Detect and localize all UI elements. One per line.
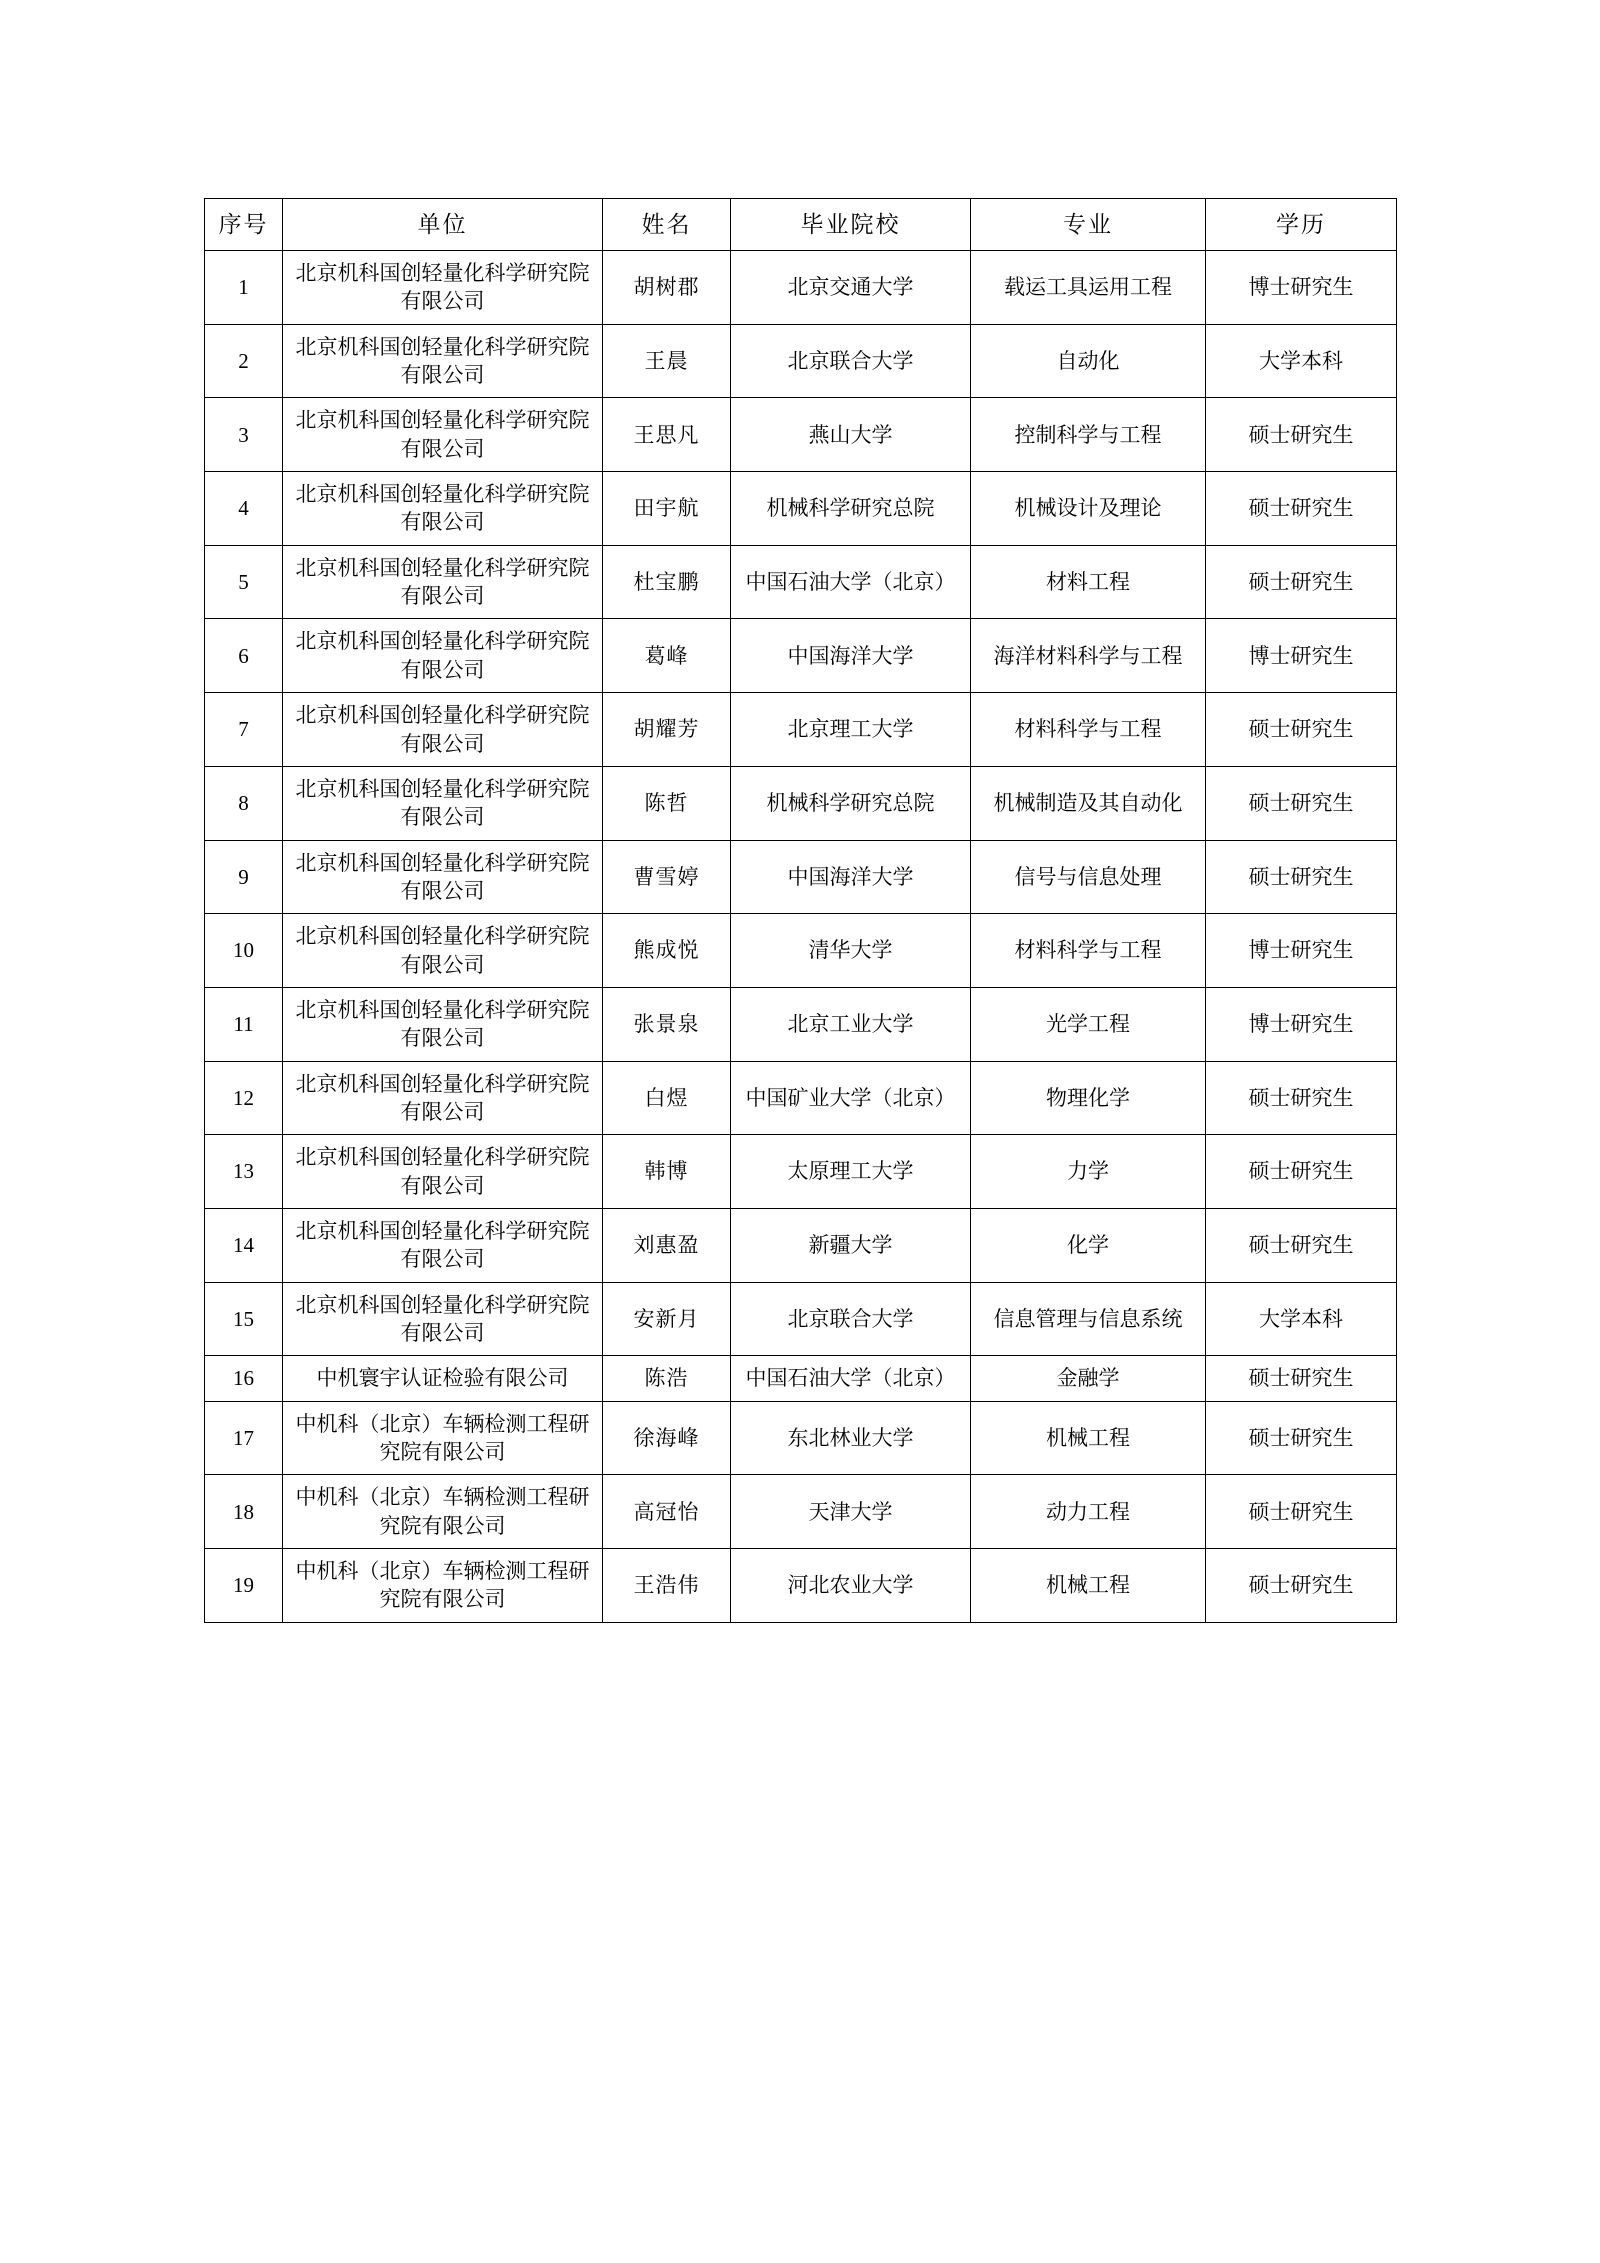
- cell-school: 东北林业大学: [731, 1401, 971, 1475]
- cell-unit: 北京机科国创轻量化科学研究院有限公司: [283, 987, 603, 1061]
- cell-name: 韩博: [603, 1135, 731, 1209]
- cell-major: 光学工程: [971, 987, 1206, 1061]
- table-row: [205, 840, 1397, 914]
- cell-unit: 北京机科国创轻量化科学研究院有限公司: [283, 1208, 603, 1282]
- table-row: [205, 1549, 1397, 1623]
- cell-degree: 硕士研究生: [1206, 472, 1397, 546]
- cell-name: 葛峰: [603, 619, 731, 693]
- cell-major: 控制科学与工程: [971, 398, 1206, 472]
- cell-major: 材料科学与工程: [971, 914, 1206, 988]
- cell-degree: 博士研究生: [1206, 987, 1397, 1061]
- cell-name: 高冠怡: [603, 1475, 731, 1549]
- cell-school: 太原理工大学: [731, 1135, 971, 1209]
- table-row: [205, 914, 1397, 988]
- cell-major: 信息管理与信息系统: [971, 1282, 1206, 1356]
- cell-unit: 中机寰宇认证检验有限公司: [283, 1356, 603, 1401]
- table-row: [205, 1475, 1397, 1549]
- cell-school: 中国海洋大学: [731, 619, 971, 693]
- cell-unit: 北京机科国创轻量化科学研究院有限公司: [283, 324, 603, 398]
- table-row: [205, 693, 1397, 767]
- cell-name: 曹雪婷: [603, 840, 731, 914]
- cell-seq: 14: [205, 1208, 283, 1282]
- cell-school: 北京联合大学: [731, 324, 971, 398]
- cell-school: 中国石油大学（北京）: [731, 545, 971, 619]
- cell-name: 田宇航: [603, 472, 731, 546]
- cell-unit: 北京机科国创轻量化科学研究院有限公司: [283, 251, 603, 325]
- cell-seq: 6: [205, 619, 283, 693]
- cell-name: 杜宝鹏: [603, 545, 731, 619]
- cell-school: 机械科学研究总院: [731, 472, 971, 546]
- cell-major: 金融学: [971, 1356, 1206, 1401]
- cell-seq: 10: [205, 914, 283, 988]
- column-header-unit: 单位: [283, 199, 603, 251]
- table-row: [205, 1401, 1397, 1475]
- cell-seq: 2: [205, 324, 283, 398]
- cell-degree: 硕士研究生: [1206, 1208, 1397, 1282]
- cell-degree: 硕士研究生: [1206, 545, 1397, 619]
- cell-name: 陈哲: [603, 766, 731, 840]
- cell-unit: 北京机科国创轻量化科学研究院有限公司: [283, 1061, 603, 1135]
- cell-unit: 中机科（北京）车辆检测工程研究院有限公司: [283, 1549, 603, 1623]
- cell-major: 材料工程: [971, 545, 1206, 619]
- cell-school: 中国石油大学（北京）: [731, 1356, 971, 1401]
- cell-seq: 15: [205, 1282, 283, 1356]
- table-row: [205, 1356, 1397, 1401]
- cell-seq: 13: [205, 1135, 283, 1209]
- cell-name: 张景泉: [603, 987, 731, 1061]
- cell-school: 中国海洋大学: [731, 840, 971, 914]
- cell-seq: 18: [205, 1475, 283, 1549]
- column-header-seq: 序号: [205, 199, 283, 251]
- cell-major: 动力工程: [971, 1475, 1206, 1549]
- table-body: [205, 251, 1397, 1623]
- cell-school: 机械科学研究总院: [731, 766, 971, 840]
- cell-degree: 硕士研究生: [1206, 398, 1397, 472]
- cell-degree: 硕士研究生: [1206, 1401, 1397, 1475]
- cell-name: 王晨: [603, 324, 731, 398]
- roster-table: [204, 198, 1397, 1623]
- cell-unit: 北京机科国创轻量化科学研究院有限公司: [283, 472, 603, 546]
- cell-major: 自动化: [971, 324, 1206, 398]
- column-header-major: 专业: [971, 199, 1206, 251]
- cell-unit: 北京机科国创轻量化科学研究院有限公司: [283, 914, 603, 988]
- cell-name: 安新月: [603, 1282, 731, 1356]
- cell-degree: 硕士研究生: [1206, 1356, 1397, 1401]
- cell-unit: 北京机科国创轻量化科学研究院有限公司: [283, 545, 603, 619]
- header-row: [205, 199, 1397, 251]
- column-header-degree: 学历: [1206, 199, 1397, 251]
- table-header: [205, 199, 1397, 251]
- cell-degree: 大学本科: [1206, 324, 1397, 398]
- cell-degree: 博士研究生: [1206, 619, 1397, 693]
- cell-seq: 11: [205, 987, 283, 1061]
- cell-degree: 硕士研究生: [1206, 766, 1397, 840]
- cell-school: 北京联合大学: [731, 1282, 971, 1356]
- cell-degree: 硕士研究生: [1206, 1549, 1397, 1623]
- cell-seq: 17: [205, 1401, 283, 1475]
- cell-unit: 中机科（北京）车辆检测工程研究院有限公司: [283, 1475, 603, 1549]
- cell-major: 化学: [971, 1208, 1206, 1282]
- cell-name: 王思凡: [603, 398, 731, 472]
- table-row: [205, 1061, 1397, 1135]
- table-row: [205, 1282, 1397, 1356]
- cell-major: 载运工具运用工程: [971, 251, 1206, 325]
- cell-name: 胡树郡: [603, 251, 731, 325]
- table-row: [205, 398, 1397, 472]
- cell-major: 物理化学: [971, 1061, 1206, 1135]
- cell-unit: 北京机科国创轻量化科学研究院有限公司: [283, 1135, 603, 1209]
- cell-school: 清华大学: [731, 914, 971, 988]
- table-row: [205, 987, 1397, 1061]
- cell-seq: 5: [205, 545, 283, 619]
- cell-school: 燕山大学: [731, 398, 971, 472]
- table-row: [205, 324, 1397, 398]
- cell-unit: 北京机科国创轻量化科学研究院有限公司: [283, 840, 603, 914]
- table-row: [205, 619, 1397, 693]
- cell-seq: 19: [205, 1549, 283, 1623]
- cell-seq: 7: [205, 693, 283, 767]
- table-row: [205, 472, 1397, 546]
- cell-major: 机械工程: [971, 1401, 1206, 1475]
- cell-major: 海洋材料科学与工程: [971, 619, 1206, 693]
- cell-school: 北京工业大学: [731, 987, 971, 1061]
- cell-major: 材料科学与工程: [971, 693, 1206, 767]
- cell-degree: 博士研究生: [1206, 914, 1397, 988]
- cell-name: 陈浩: [603, 1356, 731, 1401]
- cell-name: 刘惠盈: [603, 1208, 731, 1282]
- cell-unit: 北京机科国创轻量化科学研究院有限公司: [283, 766, 603, 840]
- cell-seq: 9: [205, 840, 283, 914]
- cell-school: 天津大学: [731, 1475, 971, 1549]
- cell-degree: 大学本科: [1206, 1282, 1397, 1356]
- cell-major: 机械工程: [971, 1549, 1206, 1623]
- cell-school: 新疆大学: [731, 1208, 971, 1282]
- cell-seq: 3: [205, 398, 283, 472]
- cell-major: 机械设计及理论: [971, 472, 1206, 546]
- cell-name: 胡耀芳: [603, 693, 731, 767]
- cell-seq: 8: [205, 766, 283, 840]
- cell-unit: 北京机科国创轻量化科学研究院有限公司: [283, 398, 603, 472]
- cell-degree: 硕士研究生: [1206, 1475, 1397, 1549]
- cell-seq: 12: [205, 1061, 283, 1135]
- cell-seq: 1: [205, 251, 283, 325]
- roster-table-container: [204, 198, 1396, 1623]
- cell-school: 河北农业大学: [731, 1549, 971, 1623]
- cell-seq: 4: [205, 472, 283, 546]
- cell-major: 力学: [971, 1135, 1206, 1209]
- cell-degree: 硕士研究生: [1206, 1135, 1397, 1209]
- cell-unit: 北京机科国创轻量化科学研究院有限公司: [283, 619, 603, 693]
- cell-unit: 中机科（北京）车辆检测工程研究院有限公司: [283, 1401, 603, 1475]
- table-row: [205, 251, 1397, 325]
- column-header-name: 姓名: [603, 199, 731, 251]
- cell-unit: 北京机科国创轻量化科学研究院有限公司: [283, 1282, 603, 1356]
- cell-major: 信号与信息处理: [971, 840, 1206, 914]
- cell-major: 机械制造及其自动化: [971, 766, 1206, 840]
- cell-name: 白煜: [603, 1061, 731, 1135]
- table-row: [205, 766, 1397, 840]
- cell-school: 北京理工大学: [731, 693, 971, 767]
- table-row: [205, 545, 1397, 619]
- cell-name: 王浩伟: [603, 1549, 731, 1623]
- table-row: [205, 1135, 1397, 1209]
- cell-degree: 硕士研究生: [1206, 840, 1397, 914]
- cell-school: 中国矿业大学（北京）: [731, 1061, 971, 1135]
- cell-seq: 16: [205, 1356, 283, 1401]
- column-header-school: 毕业院校: [731, 199, 971, 251]
- cell-name: 徐海峰: [603, 1401, 731, 1475]
- cell-name: 熊成悦: [603, 914, 731, 988]
- cell-unit: 北京机科国创轻量化科学研究院有限公司: [283, 693, 603, 767]
- table-row: [205, 1208, 1397, 1282]
- cell-degree: 博士研究生: [1206, 251, 1397, 325]
- cell-degree: 硕士研究生: [1206, 1061, 1397, 1135]
- cell-school: 北京交通大学: [731, 251, 971, 325]
- cell-degree: 硕士研究生: [1206, 693, 1397, 767]
